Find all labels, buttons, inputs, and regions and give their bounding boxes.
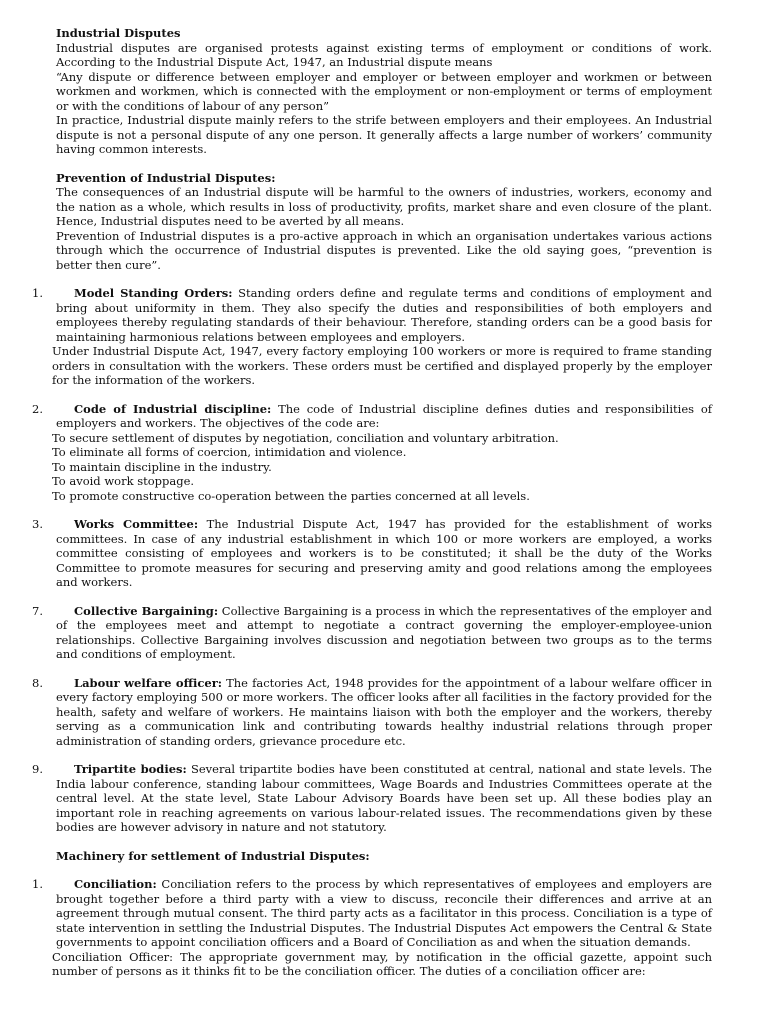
list-item-paragraph <box>32 762 712 835</box>
list-item-lead: Code of Industrial discipline: <box>74 401 272 416</box>
intro-paragraph-1: Industrial disputes are organised protests against existing terms of employment or conditions of work. According to the Industrial Dispute Act, 1947, an Industrial dispute means <box>56 40 712 69</box>
machinery-heading: Machinery for settlement of Industrial Disputes: <box>56 848 370 863</box>
prevention-paragraph-2: Prevention of Industrial disputes is a pro-active approach in which an organisation undertakes various actions through which the occurrence of Industrial disputes is prevented. Like the old saying goes, “prevention is better then cure”. <box>56 228 712 272</box>
list-item-text: The Industrial Dispute Act, 1947 has provided for the establishment of works committees. In case of any industrial establishment in which 100 or more workers are employed, a works committee consisting of employees and workers is to be constituted; it shall be the duty of the Works Committee to promote measures for securing and preserving amity and good relations among the employees and workers. <box>56 517 712 589</box>
spacer <box>56 157 712 171</box>
list-item <box>32 762 712 835</box>
list-item <box>32 286 712 388</box>
spacer <box>56 388 712 402</box>
list-item <box>32 603 712 662</box>
list-item-subline: To maintain discipline in the industry. <box>52 459 272 474</box>
list-item-subline: To avoid work stoppage. <box>52 474 195 488</box>
list-item-lead: Model Standing Orders: <box>74 286 233 300</box>
list-item-paragraph <box>32 286 712 344</box>
settlement-machinery-list <box>32 877 712 993</box>
spacer <box>56 662 712 676</box>
list-item-lead: Collective Bargaining: <box>74 603 219 618</box>
list-item <box>32 675 713 749</box>
list-item-lead: Tripartite bodies: <box>74 762 187 776</box>
spacer <box>56 748 712 762</box>
list-item-text: Several tripartite bodies have been constituted at central, national and state levels. The India labour conference, standing labour committees, Wage Boards and Industries Committees operate at the central level. At the state level, State Labour Advisory Boards have been set up. All these bodies play an important role in reaching agreements on various labour-related issues. The recommendations given by these bodies are however advisory in nature and not statutory. <box>56 762 712 834</box>
list-item-lead: Labour welfare officer: <box>74 675 223 690</box>
list-item-number: 9. <box>32 762 43 776</box>
list-item <box>32 401 712 504</box>
list-item-subline: Conciliation Officer: The appropriate government may, by notification in the official gazette, appoint such number of persons as it thinks fit to be the conciliation officer. The duties of a conciliation officer are: <box>52 949 712 978</box>
list-item-subline: To promote constructive co-operation between the parties concerned at all levels. <box>52 488 530 503</box>
spacer <box>56 979 712 993</box>
intro-definition-quote: “Any dispute or difference between employer and employer or between employer and workmen or between workmen and workmen, which is connected with the employment or non-employment or terms of employment or with the conditions of labour of any person” <box>56 69 712 113</box>
list-item-text: The factories Act, 1948 provides for the appointment of a labour welfare officer in every factory employing 500 or more workers. The officer looks after all facilities in the factory provided for the health, safety and welfare of workers. He maintains liaison with both the employer and the workers, thereby serving as a communication link and contributing towards healthy industrial relations through proper administration of standing orders, grievance procedure etc. <box>56 675 713 748</box>
spacer <box>56 590 712 604</box>
list-item-paragraph <box>32 877 712 950</box>
list-item-paragraph <box>32 517 712 590</box>
list-item-number: 7. <box>32 603 43 618</box>
spacer <box>56 835 712 849</box>
list-item-subline: To eliminate all forms of coercion, intimidation and violence. <box>52 445 407 459</box>
prevention-paragraph-1: The consequences of an Industrial dispute will be harmful to the owners of industries, workers, economy and the nation as a whole, which results in loss of productivity, profits, market share and even closure of the plant. Hence, Industrial disputes need to be averted by all means. <box>56 185 712 228</box>
list-item-number: 8. <box>32 675 43 690</box>
list-item-number: 1. <box>32 286 43 300</box>
prevention-heading: Prevention of Industrial Disputes: <box>56 170 276 185</box>
spacer <box>56 503 712 517</box>
prevention-measures-list <box>32 286 713 849</box>
list-item-paragraph <box>32 675 713 749</box>
list-item-number: 1. <box>32 877 43 891</box>
document-title: Industrial Disputes <box>56 26 181 40</box>
spacer <box>56 272 712 286</box>
intro-paragraph-3: In practice, Industrial dispute mainly refers to the strife between employers and their employees. An Industrial dispute is not a personal dispute of any one person. It generally affects a large number of workers’ community having common interests. <box>56 113 712 156</box>
list-item-text: The code of Industrial discipline defines duties and responsibilities of employers and workers. The objectives of the code are: <box>56 401 712 430</box>
list-item-paragraph <box>32 401 712 431</box>
list-item-number: 2. <box>32 401 43 416</box>
list-item-lead: Conciliation: <box>74 877 157 891</box>
list-item-lead: Works Committee: <box>74 517 199 531</box>
spacer <box>56 863 712 877</box>
list-item-paragraph <box>32 603 712 662</box>
list-item-subline: Under Industrial Dispute Act, 1947, every factory employing 100 workers or more is required to frame standing orders in consultation with the workers. These orders must be certified and displayed properly by the employer for the information of the workers. <box>52 344 712 387</box>
list-item-subline: To secure settlement of disputes by negotiation, conciliation and voluntary arbitration. <box>52 430 559 445</box>
list-item-number: 3. <box>32 517 43 531</box>
list-item-text: Conciliation refers to the process by which representatives of employees and employers are brought together before a third party with a view to discuss, reconcile their differences and arrive at an agreement through mutual consent. The third party acts as a facilitator in this process. Conciliation is a type of state intervention in settling the Industrial Disputes. The Industrial Disputes Act empowers the Central & State governments to appoint conciliation officers and a Board of Conciliation as and when the situation demands. <box>56 877 712 949</box>
list-item <box>32 877 712 979</box>
list-item-text: Standing orders define and regulate terms and conditions of employment and bring about uniformity in them. They also specify the duties and responsibilities of both employers and employees thereby regulating standards of their behaviour. Therefore, standing orders can be a good basis for maintaining harmonious relations between employees and employers. <box>56 286 712 344</box>
list-item-text: Collective Bargaining is a process in which the representatives of the employer and of the employees meet and attempt to negotiate a contract governing the employer-employee-union relationships. Collective Bargaining involves discussion and negotiation between two groups as to the terms and conditions of employment. <box>56 603 712 661</box>
list-item <box>32 517 712 590</box>
